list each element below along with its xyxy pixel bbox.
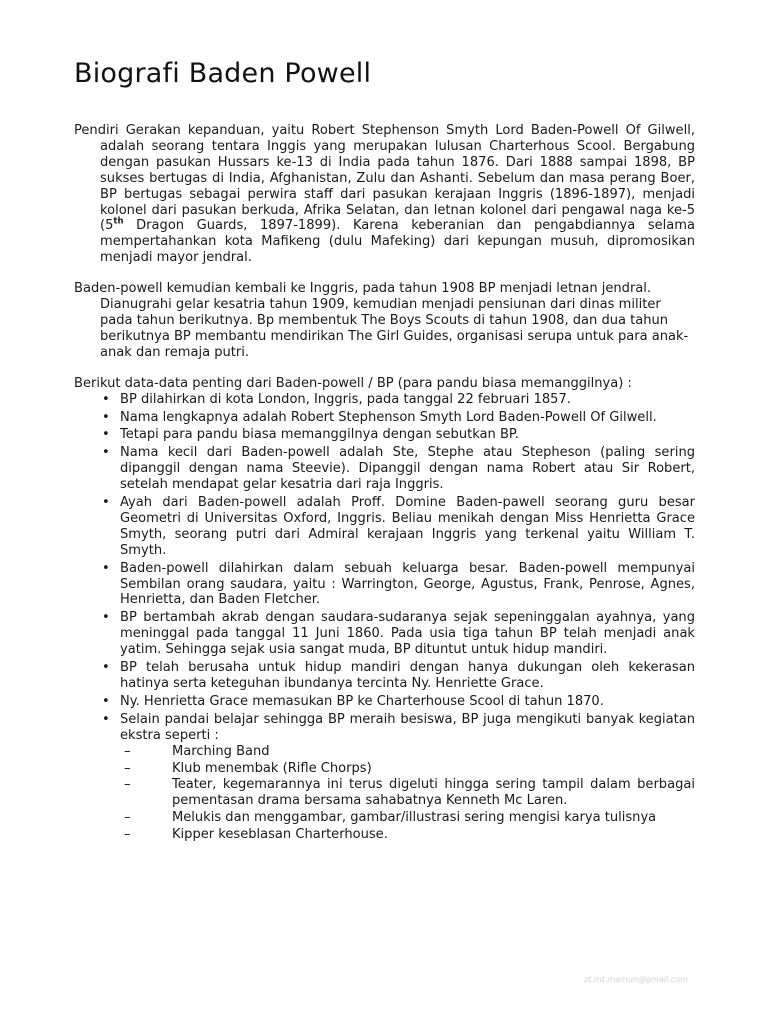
activity-item <box>118 777 695 809</box>
intro-paragraph <box>74 123 695 266</box>
dash-icon: – <box>124 760 131 776</box>
bullet-icon: • <box>102 409 110 425</box>
facts-list <box>74 392 695 843</box>
activity-text: Klub menembak (Rifle Chorps) <box>172 760 372 776</box>
bullet-icon: • <box>102 427 110 443</box>
dash-icon: – <box>124 827 131 843</box>
fact-item <box>74 445 695 493</box>
fact-item <box>74 610 695 658</box>
bullet-icon: • <box>102 693 110 709</box>
return-paragraph: Baden-powell kemudian kembali ke Inggris, pada tahun 1908 BP menjadi letnan jendral. Dianugrahi gelar kesatria tahun 1909, kemudian menjadi pensiunan dari dinas militer pada tahun berikutnya. Bp membentuk The Boys Scouts di tahun 1908, dan dua tahun berikutnya BP membantu mendirikan The Girl Guides, organisasi serupa untuk para anak-anak dan remaja putri. <box>74 281 689 360</box>
dash-icon: – <box>124 743 131 759</box>
fact-text: Baden-powell dilahirkan dalam sebuah keluarga besar. Baden-powell mempunyai Sembilan orang saudara, yaitu : Warrington, George, Agustus, Frank, Penrose, Agnes, Henrietta, dan Baden Fletcher. <box>120 560 695 608</box>
fact-item <box>74 694 695 710</box>
bullet-icon: • <box>102 391 110 407</box>
fact-item <box>74 392 695 408</box>
fact-item <box>74 495 695 559</box>
bullet-icon: • <box>102 711 110 727</box>
intro-text-part1: Pendiri Gerakan kepanduan, yaitu Robert Stephenson Smyth Lord Baden-Powell Of Gilwell, adalah seorang tentara Inggis yang merupakan lulusan Charterhous Scool. Bergabung dengan pasukan Hussars ke-13 di India pada tahun 1876. Dari 1888 sampai 1898, BP sukses bertugas di India, Afghanistan, Zulu dan Ashanti. Sebelum dan masa perang Boer, BP bertugas sebagai perwira staff dari pasukan kerajaan Inggris (1896-1897), menjadi kolonel dari pasukan berkuda, Afrika Selatan, dan letnan kolonel dari pengawal naga ke-5 (5 <box>74 123 695 234</box>
bullet-icon: • <box>102 660 110 676</box>
fact-item <box>74 410 695 426</box>
dash-icon: – <box>124 810 131 826</box>
fact-item <box>74 427 695 443</box>
page-title: Biografi Baden Powell <box>74 58 372 89</box>
fact-text: Ayah dari Baden-powell adalah Proff. Domine Baden-pawell seorang guru besar Geometri di Universitas Oxford, Inggris. Beliau menikah dengan Miss Henrietta Grace Smyth, seorang putri dari Admiral kerajaan Inggris yang terkenal yaitu William T. Smyth. <box>120 495 695 558</box>
activity-text: Teater, kegemarannya ini terus digeluti hingga sering tampil dalam berbagai pementasan drama bersama sahabatnya Kenneth Mc Laren. <box>172 777 695 809</box>
ordinal-superscript: th <box>113 217 124 228</box>
fact-text: Nama lengkapnya adalah Robert Stephenson Smyth Lord Baden-Powell Of Gilwell. <box>120 409 657 425</box>
fact-text: Nama kecil dari Baden-powell adalah Ste, Stephe atau Stepheson (paling sering dipanggil dengan nama Steevie). Dipanggil dengan nama Robert atau Sir Robert, setelah mendapat gelar kesatria dari raja Inggris. <box>120 445 695 493</box>
fact-text: Tetapi para pandu biasa memanggilnya dengan sebutkan BP. <box>120 427 519 443</box>
activity-text: Kipper keseblasan Charterhouse. <box>172 827 388 843</box>
bullet-icon: • <box>102 445 110 461</box>
fact-text: BP bertambah akrab dengan saudara-sudaranya sejak sepeninggalan ayahnya, yang meninggal pada tanggal 11 Juni 1860. Pada usia tiga tahun BP telah menjadi anak yatim. Sehingga sejak usia sangat muda, BP dituntut untuk hidup mandiri. <box>120 610 695 658</box>
fact-text: BP dilahirkan di kota London, Inggris, pada tanggal 22 februari 1857. <box>120 391 571 407</box>
intro-text-part2: Dragon Guards, 1897-1899). Karena keberanian dan pengabdiannya selama mempertahankan kota Mafikeng (dulu Mafeking) dari kepungan musuh, dipromosikan menjadi mayor jendral. <box>100 218 695 266</box>
activity-item <box>118 744 695 760</box>
activity-item <box>118 827 695 843</box>
activity-item <box>118 761 695 777</box>
activity-text: Melukis dan menggambar, gambar/illustrasi sering mengisi karya tulisnya <box>172 810 657 826</box>
activity-item <box>118 810 695 826</box>
footer-watermark: zt.mt.mamun@gmail.com <box>584 975 688 984</box>
bullet-icon: • <box>102 610 110 626</box>
facts-intro: Berikut data-data penting dari Baden-powell / BP (para pandu biasa memanggilnya) : <box>74 375 632 391</box>
fact-item <box>74 660 695 692</box>
bullet-icon: • <box>102 495 110 511</box>
dash-icon: – <box>124 777 131 793</box>
fact-text: Ny. Henrietta Grace memasukan BP ke Charterhouse Scool di tahun 1870. <box>120 693 604 709</box>
fact-text: Selain pandai belajar sehingga BP meraih besiswa, BP juga mengikuti banyak kegiatan ekstra seperti : <box>120 711 695 743</box>
fact-text: BP telah berusaha untuk hidup mandiri dengan hanya dukungan oleh kekerasan hatinya serta keteguhan ibundanya tercinta Ny. Henriette Grace. <box>120 660 695 691</box>
fact-item <box>74 561 695 609</box>
bullet-icon: • <box>102 560 110 576</box>
activities-list <box>120 744 695 843</box>
activity-text: Marching Band <box>172 743 270 759</box>
document-body <box>74 123 695 845</box>
fact-item <box>74 712 695 843</box>
